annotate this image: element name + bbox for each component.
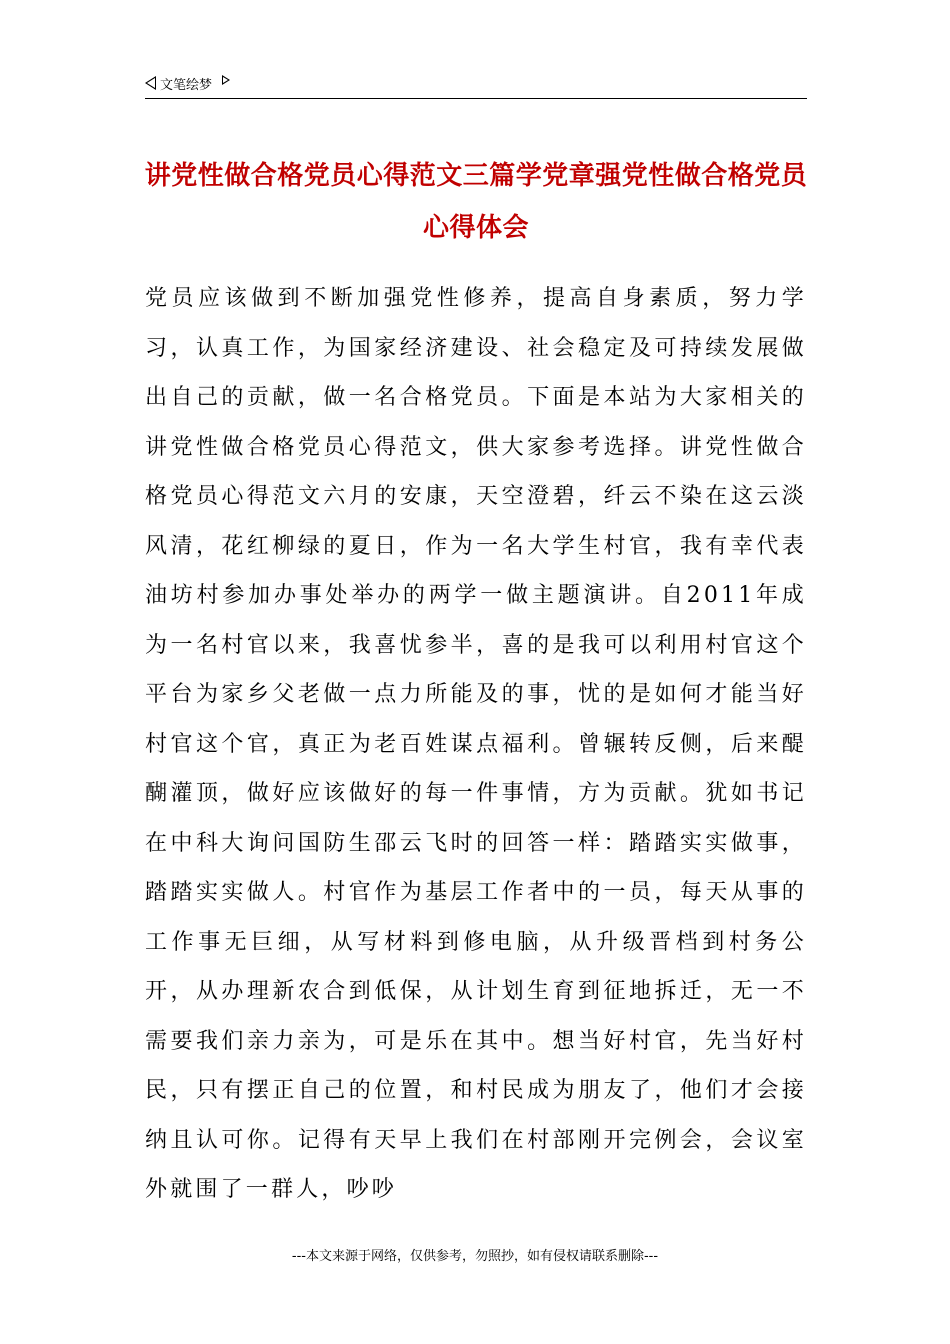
footer-note: ---本文来源于网络，仅供参考，勿照抄，如有侵权请联系删除--- [291,1249,659,1264]
triangle-right-icon [222,75,230,85]
triangle-left-icon [145,76,156,90]
page-header [145,72,807,99]
document-title: 讲党性做合格党员心得范文三篇学党章强党性做合格党员心得体会 [144,161,808,243]
brand [145,72,230,94]
body-paragraph: 党员应该做到不断加强党性修养，提高自身素质，努力学习，认真工作，为国家经济建设、社会稳定及可持续发展做出自己的贡献，做一名合格党员。下面是本站为大家相关的讲党性做合格党员心得范文，供大家参考选择。讲党性做合格党员心得范文六月的安康，天空澄碧，纤云不染在这云淡风清，花红柳绿的夏日，作为一名大学生村官，我有幸代表油坊村参加办事处举办的两学一做主题演讲。自2011年成为一名村官以来，我喜忧参半，喜的是我可以利用村官这个平台为家乡父老做一点力所能及的事，忧的是如何才能当好村官这个官，真正为老百姓谋点福利。曾辗转反侧，后来醍醐灌顶，做好应该做好的每一件事情，方为贡献。犹如书记在中科大询问国防生邵云飞时的回答一样：踏踏实实做事，踏踏实实做人。村官作为基层工作者中的一员，每天从事的工作事无巨细，从写材料到修电脑，从升级晋档到村务公开，从办理新农合到低保，从计划生育到征地拆迁，无一不需要我们亲力亲为，可是乐在其中。想当好村官，先当好村民，只有摆正自己的位置，和村民成为朋友了，他们才会接纳且认可你。记得有天早上我们在村部刚开完例会，会议室外就围了一群人，吵吵 [145,286,807,1202]
brand-label: 文笔绘梦 [160,77,213,93]
